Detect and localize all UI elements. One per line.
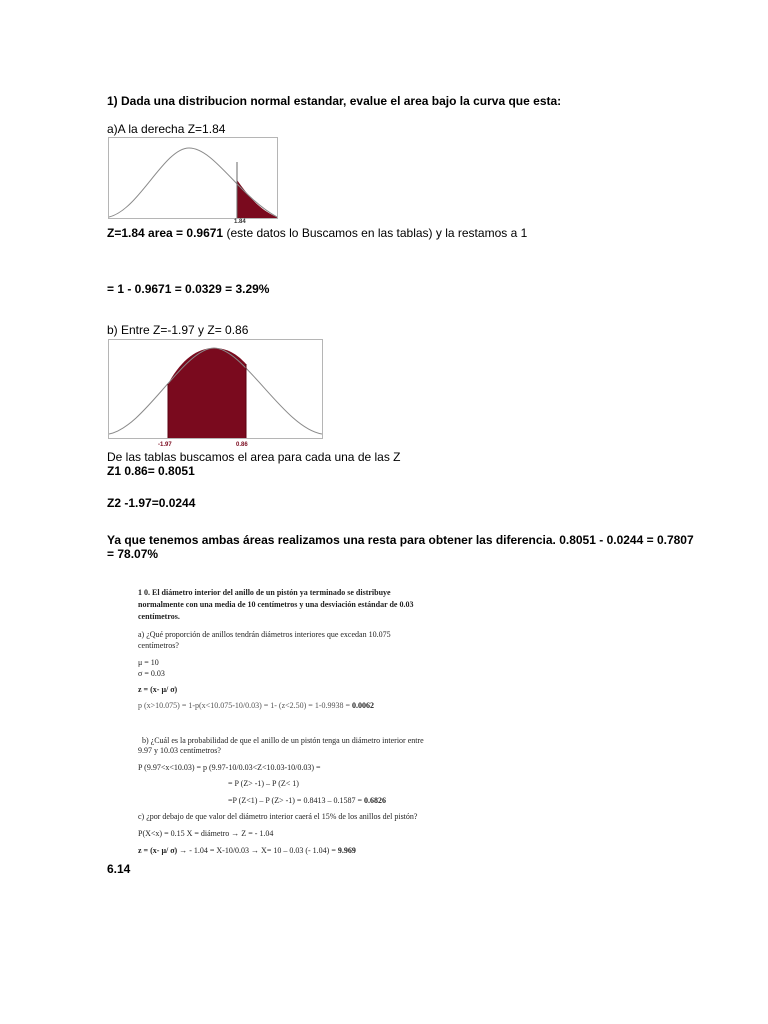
excerpt-qa-line1: a) ¿Qué proporción de anillos tendrán diámetros interiores que excedan 10.075 xyxy=(138,630,391,639)
footer-number: 6.14 xyxy=(107,862,131,876)
excerpt-qc-line1: c) ¿por debajo de que valor del diámetro interior caerá el 15% de los anillos del pistón? xyxy=(138,812,418,821)
part-a-result-bold: Z=1.84 area = 0.9671 xyxy=(107,226,224,240)
part-b-z2: Z2 -1.97=0.0244 xyxy=(107,496,196,510)
excerpt-qa-line2: centímetros? xyxy=(138,641,179,650)
part-b-label: b) Entre Z=-1.97 y Z= 0.86 xyxy=(107,323,249,337)
excerpt-qb-line2: 9.97 y 10.03 centímetros? xyxy=(138,746,221,755)
excerpt-mu: μ = 10 xyxy=(138,658,159,667)
excerpt-qb-line1: b) ¿Cuál es la probabilidad de que el anillo de un pistón tenga un diámetro interior entre xyxy=(142,736,424,745)
part-a-result-rest: (este datos lo Buscamos en las tablas) y la restamos a 1 xyxy=(223,226,528,240)
excerpt-qb-calc1: P (9.97<x<10.03) = p (9.97-10/0.03<Z<10.03-10/0.03) = xyxy=(138,763,321,772)
chart-b-tick-right: 0.86 xyxy=(236,442,248,448)
excerpt-qc-calc1: P(X<x) = 0.15 X = diámetro → Z = - 1.04 xyxy=(138,829,274,838)
part-b-tables-text: De las tablas buscamos el area para cada una de las Z xyxy=(107,450,401,464)
part-b-conclusion-line2: = 78.07% xyxy=(107,547,159,561)
part-a-calculation: = 1 - 0.9671 = 0.0329 = 3.29% xyxy=(107,282,270,296)
excerpt-qa-calc-text: p (x>10.075) = 1-p(x<10.075-10/0.03) = 1- (z<2.50) = 1-0.9938 = xyxy=(138,701,352,710)
excerpt-qa-calc xyxy=(138,701,374,711)
excerpt-qc-z-formula: z = (x- μ/ σ) xyxy=(138,846,178,855)
excerpt-qb-calc3-text: =P (Z<1) – P (Z> -1) = 0.8413 – 0.1587 = xyxy=(228,796,364,805)
excerpt-title-line1: 1 0. El diámetro interior del anillo de un pistón ya terminado se distribuye xyxy=(138,588,391,597)
excerpt-qb-calc3 xyxy=(228,796,386,806)
excerpt-qb-answer: 0.6826 xyxy=(363,796,386,805)
part-a-result xyxy=(107,226,527,240)
question-1-heading: 1) Dada una distribucion normal estandar, evalue el area bajo la curva que esta: xyxy=(107,94,562,108)
excerpt-title-line2: normalmente con una media de 10 centímetros y una desviación estándar de 0.03 xyxy=(138,600,414,609)
normal-curve-right-tail-chart xyxy=(108,137,278,219)
chart-a-shaded-area xyxy=(237,180,277,218)
chart-a-svg xyxy=(109,138,277,218)
part-b-conclusion-line1: Ya que tenemos ambas áreas realizamos una resta para obtener las diferencia. 0.8051 - 0.0244 = 0.7807 xyxy=(107,533,694,547)
chart-a-tick-label: 1.84 xyxy=(234,219,246,225)
chart-b-tick-left: -1.97 xyxy=(158,442,172,448)
normal-curve-between-chart xyxy=(108,339,323,439)
excerpt-qb-calc2: = P (Z> -1) – P (Z< 1) xyxy=(228,779,299,788)
excerpt-qc-calc2-text: → - 1.04 = X-10/0.03 → X= 10 – 0.03 (- 1.04) = xyxy=(177,846,338,855)
excerpt-sigma: σ = 0.03 xyxy=(138,669,165,678)
chart-b-shaded-area xyxy=(168,348,246,438)
excerpt-qc-calc2 xyxy=(138,846,356,856)
excerpt-qc-answer: 9.969 xyxy=(337,846,356,855)
excerpt-z-formula: z = (x- μ/ σ) xyxy=(138,685,178,694)
excerpt-title-line3: centímetros. xyxy=(138,612,180,621)
excerpt-qa-answer: 0.0062 xyxy=(352,701,374,710)
part-a-label: a)A la derecha Z=1.84 xyxy=(107,122,226,136)
part-b-z1: Z1 0.86= 0.8051 xyxy=(107,464,195,478)
chart-b-svg xyxy=(109,340,322,438)
